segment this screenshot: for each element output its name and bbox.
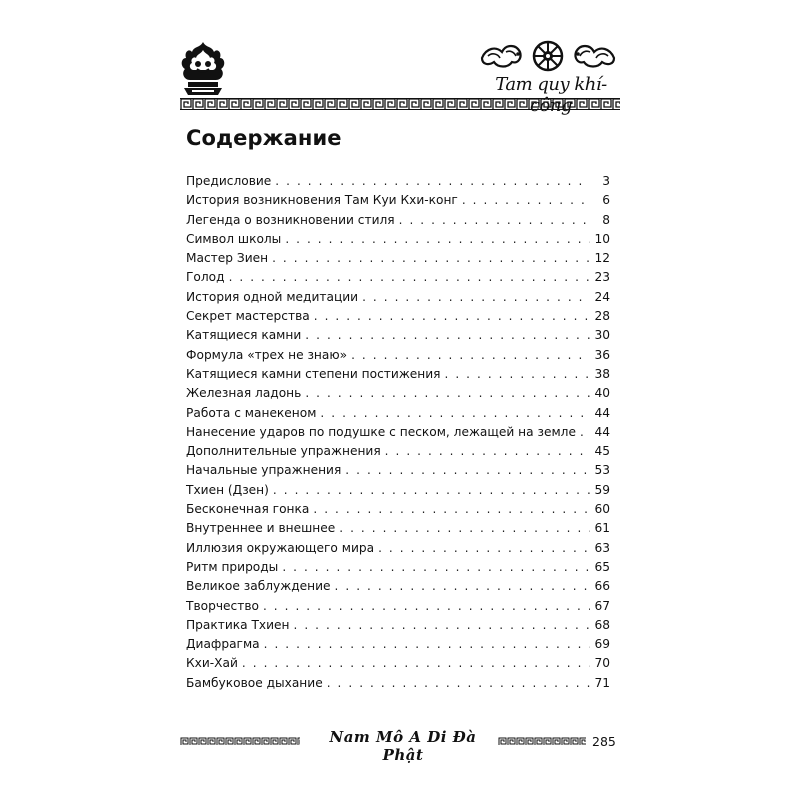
toc-entry-title: Творчество (186, 598, 259, 613)
toc-entry (186, 172, 610, 191)
toc-entry-title: История одной медитации (186, 289, 359, 304)
toc-entry-page: 23 (594, 270, 610, 285)
toc-entry-page: 12 (594, 251, 610, 266)
toc-entry-page: 3 (602, 174, 610, 188)
toc-entry (186, 326, 610, 345)
toc-entry-page: 44 (594, 405, 610, 420)
toc-entry-title: Мастер Зиен (186, 251, 269, 266)
toc-entry (186, 307, 610, 326)
toc-entry-title: Великое заблуждение (186, 579, 331, 594)
toc-entry-title: Голод (186, 270, 225, 285)
toc-entry (186, 423, 610, 442)
toc-entry (186, 288, 610, 307)
toc-entry (186, 539, 610, 558)
toc-entry-title: Иллюзия окружающего мира (186, 540, 375, 555)
toc-entry-title: История возникновения Там Куи Кхи-конг (186, 193, 458, 208)
toc-entry (186, 249, 610, 268)
toc-entry-title: Диафрагма (186, 637, 260, 652)
toc-entry (186, 230, 610, 249)
toc-leader-dots (335, 577, 590, 596)
greek-key-border-bottom-left (180, 737, 300, 746)
toc-entry (186, 635, 610, 654)
toc-entry-title: Легенда о возникновении стиля (186, 212, 395, 227)
toc-entry-page: 66 (594, 579, 610, 594)
toc-leader-dots (264, 635, 590, 654)
toc-leader-dots (272, 249, 590, 268)
toc-entry (186, 404, 610, 423)
toc-entry-title: Нанесение ударов по подушке с песком, лежащей на земле (186, 424, 576, 439)
toc-leader-dots (275, 172, 590, 191)
greek-key-border-top (180, 98, 620, 110)
toc-entry (186, 384, 610, 403)
toc-entry-page: 69 (594, 637, 610, 652)
toc-leader-dots (399, 211, 590, 230)
toc-entry (186, 211, 610, 230)
toc-leader-dots (273, 481, 590, 500)
toc-entry (186, 616, 610, 635)
toc-entry-title: Работа с манекеном (186, 405, 317, 420)
toc-entry (186, 577, 610, 596)
toc-entry-title: Бамбуковое дыхание (186, 675, 323, 690)
toc-entry (186, 268, 610, 287)
page-number: 285 (592, 734, 616, 749)
toc-entry-title: Формула «трех не знаю» (186, 347, 348, 362)
toc-entry (186, 654, 610, 673)
toc-entry-page: 68 (594, 617, 610, 632)
toc-entry-page: 6 (602, 193, 610, 208)
toc-leader-dots (320, 404, 590, 423)
toc-leader-dots (313, 500, 590, 519)
toc-leader-dots (351, 346, 590, 365)
page-title: Содержание (186, 126, 342, 150)
toc-entry-page: 38 (594, 366, 610, 381)
toc-entry (186, 597, 610, 616)
toc-entry-title: Предисловие (186, 174, 272, 188)
toc-leader-dots (305, 384, 590, 403)
toc-leader-dots (378, 539, 590, 558)
toc-leader-dots (282, 558, 590, 577)
toc-entry-title: Практика Тхиен (186, 617, 290, 632)
toc-leader-dots (445, 365, 590, 384)
toc-entry-page: 70 (594, 656, 610, 671)
toc-entry-page: 53 (594, 463, 610, 478)
table-of-contents (186, 172, 610, 693)
toc-entry-title: Кхи-Хай (186, 656, 238, 671)
toc-entry (186, 461, 610, 480)
toc-entry-page: 59 (594, 482, 610, 497)
toc-entry-page: 30 (594, 328, 610, 343)
toc-entry-page: 40 (594, 386, 610, 401)
toc-entry-title: Секрет мастерства (186, 309, 310, 324)
toc-entry-title: Тхиен (Дзен) (186, 482, 269, 497)
toc-entry-page: 44 (594, 424, 610, 439)
toc-entry-page: 71 (594, 675, 610, 690)
toc-leader-dots (362, 288, 590, 307)
toc-entry-page: 8 (602, 212, 610, 227)
toc-leader-dots (327, 674, 590, 693)
greek-key-border-bottom-right (498, 737, 586, 746)
toc-leader-dots (580, 423, 590, 442)
toc-leader-dots (385, 442, 590, 461)
footer-script-text: Nam Mô A Di Đà Phật (329, 728, 477, 764)
toc-leader-dots (462, 191, 590, 210)
toc-entry-page: 45 (594, 444, 610, 459)
toc-leader-dots (229, 268, 590, 287)
toc-entry-page: 28 (594, 309, 610, 324)
toc-leader-dots (339, 519, 590, 538)
toc-leader-dots (285, 230, 590, 249)
toc-entry-page: 65 (594, 559, 610, 574)
toc-entry-title: Ритм природы (186, 559, 279, 574)
toc-entry-title: Символ школы (186, 231, 282, 246)
dragon-dharma-wheel-icon (478, 36, 618, 76)
flame-emblem-icon (178, 38, 228, 98)
toc-entry (186, 481, 610, 500)
toc-leader-dots (294, 616, 591, 635)
toc-entry-page: 24 (594, 289, 610, 304)
toc-entry-page: 67 (594, 598, 610, 613)
toc-leader-dots (305, 326, 590, 345)
toc-entry-title: Дополнительные упражнения (186, 444, 381, 459)
toc-entry (186, 558, 610, 577)
toc-entry-page: 60 (594, 502, 610, 517)
toc-leader-dots (314, 307, 590, 326)
toc-entry-page: 61 (594, 521, 610, 536)
toc-entry-page: 63 (594, 540, 610, 555)
toc-leader-dots (263, 597, 590, 616)
toc-leader-dots (345, 461, 590, 480)
toc-entry (186, 191, 610, 210)
toc-entry-title: Бесконечная гонка (186, 502, 310, 517)
header-logo-text: Tam quy khí- (495, 74, 607, 95)
toc-entry-title: Внутреннее и внешнее (186, 521, 336, 536)
toc-entry-title: Катящиеся камни степени постижения (186, 366, 441, 381)
toc-entry (186, 442, 610, 461)
toc-entry-title: Катящиеся камни (186, 328, 302, 343)
toc-entry (186, 674, 610, 693)
toc-entry (186, 500, 610, 519)
toc-entry-title: Начальные упражнения (186, 463, 342, 478)
toc-leader-dots (242, 654, 590, 673)
toc-entry-page: 10 (594, 231, 610, 246)
toc-entry (186, 519, 610, 538)
toc-entry (186, 346, 610, 365)
toc-entry-title: Железная ладонь (186, 386, 302, 401)
toc-entry (186, 365, 610, 384)
toc-entry-page: 36 (594, 347, 610, 362)
